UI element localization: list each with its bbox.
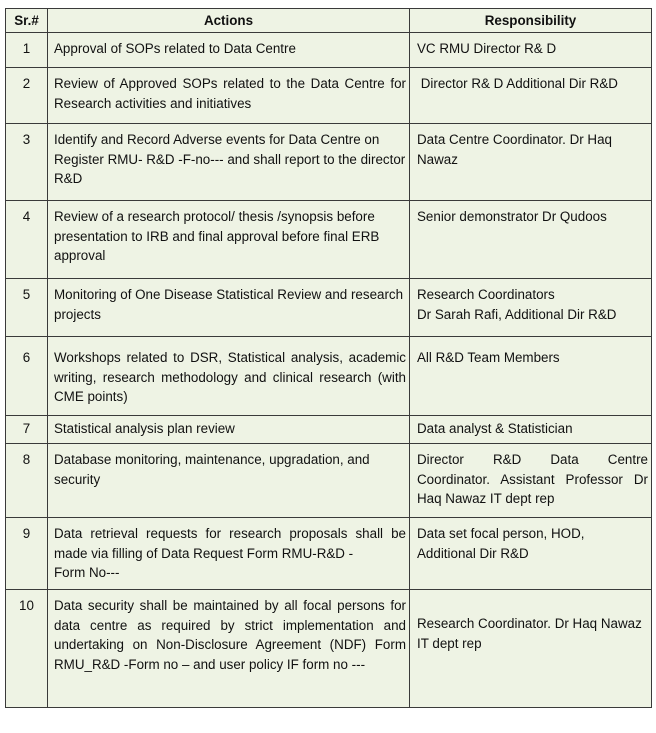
header-sr: Sr.# [6, 9, 48, 33]
header-responsibility: Responsibility [410, 9, 652, 33]
table-row [6, 279, 652, 337]
table-row [6, 201, 652, 279]
row-responsibility: Data analyst & Statistician [410, 416, 652, 444]
table-row [6, 444, 652, 518]
row-action: Database monitoring, maintenance, upgradation, and security [48, 444, 410, 518]
responsibility-line: Additional Dir R&D [417, 545, 529, 561]
row-number: 9 [6, 518, 48, 590]
row-number: 10 [6, 590, 48, 708]
table-row [6, 68, 652, 124]
row-number: 1 [6, 33, 48, 68]
table-row [6, 416, 652, 444]
table-row [6, 518, 652, 590]
row-number: 2 [6, 68, 48, 124]
row-action [48, 518, 410, 590]
row-number: 6 [6, 337, 48, 416]
row-number: 8 [6, 444, 48, 518]
responsibility-line: Dr Sarah Rafi, Additional Dir R&D [417, 306, 617, 322]
action-line: Data retrieval requests for research proposals shall be made via filling of Data Request Form RMU-R&D - [54, 526, 406, 561]
header-actions: Actions [48, 9, 410, 33]
row-action: Monitoring of One Disease Statistical Review and research projects [48, 279, 410, 337]
row-action: Identify and Record Adverse events for Data Centre on Register RMU- R&D -F-no--- and shall report to the director R&D [48, 124, 410, 201]
responsibility-line: Research Coordinators [417, 287, 555, 302]
row-responsibility: Data Centre Coordinator. Dr Haq Nawaz [410, 124, 652, 201]
action-line: Form No--- [54, 565, 120, 580]
row-action: Review of Approved SOPs related to the Data Centre for Research activities and initiatives [48, 68, 410, 124]
row-responsibility: Director R&D Data Centre Coordinator. Assistant Professor Dr Haq Nawaz IT dept rep [410, 444, 652, 518]
row-action: Workshops related to DSR, Statistical analysis, academic writing, research methodology and clinical research (with CME points) [48, 337, 410, 416]
table-header-row [6, 9, 652, 33]
row-responsibility [410, 279, 652, 337]
row-responsibility: Senior demonstrator Dr Qudoos [410, 201, 652, 279]
table-row [6, 337, 652, 416]
table-row [6, 33, 652, 68]
row-number: 4 [6, 201, 48, 279]
row-number: 5 [6, 279, 48, 337]
row-action: Review of a research protocol/ thesis /synopsis before presentation to IRB and final approval before final ERB approval [48, 201, 410, 279]
table-row [6, 124, 652, 201]
row-number: 3 [6, 124, 48, 201]
row-action: Statistical analysis plan review [48, 416, 410, 444]
row-responsibility: Director R& D Additional Dir R&D [410, 68, 652, 124]
row-number: 7 [6, 416, 48, 444]
row-responsibility: All R&D Team Members [410, 337, 652, 416]
table-row [6, 590, 652, 708]
row-responsibility: Research Coordinator. Dr Haq Nawaz IT dept rep [410, 590, 652, 708]
row-action: Approval of SOPs related to Data Centre [48, 33, 410, 68]
row-responsibility: VC RMU Director R& D [410, 33, 652, 68]
responsibility-line: Data set focal person, HOD, [417, 526, 585, 541]
row-responsibility [410, 518, 652, 590]
row-action: Data security shall be maintained by all focal persons for data centre as required by strict implementation and undertaking on Non-Disclosure Agreement (NDF) Form RMU_R&D -Form no – and user policy IF form no --- [48, 590, 410, 708]
responsibility-table [5, 8, 652, 708]
